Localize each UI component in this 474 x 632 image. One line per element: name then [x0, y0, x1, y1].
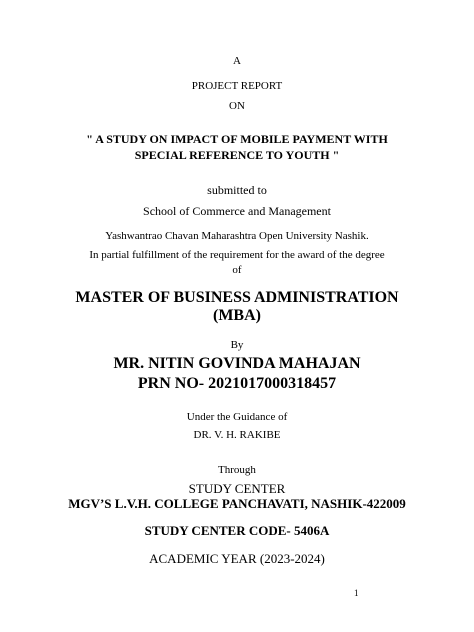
- degree-name: MASTER OF BUSINESS ADMINISTRATION: [75, 289, 399, 306]
- college-name: MGV’S L.V.H. COLLEGE PANCHAVATI, NASHIK-422009: [68, 496, 406, 511]
- school-name: School of Commerce and Management: [143, 204, 331, 218]
- guidance-label: Under the Guidance of: [186, 411, 288, 423]
- student-name: MR. NITIN GOVINDA MAHAJAN: [113, 355, 361, 372]
- fulfillment-statement: In partial fulfillment of the requirement for the award of the degree: [89, 249, 385, 261]
- page-number: 1: [354, 588, 359, 598]
- heading-a: A: [233, 55, 241, 67]
- guide-name: DR. V. H. RAKIBE: [193, 429, 281, 441]
- heading-project-report: PROJECT REPORT: [191, 80, 283, 92]
- report-title-line-2: SPECIAL REFERENCE TO YOUTH ": [134, 148, 340, 162]
- submitted-to: submitted to: [207, 183, 267, 197]
- study-center-label: STUDY CENTER: [188, 481, 286, 496]
- fulfillment-of: of: [232, 264, 242, 276]
- heading-on: ON: [229, 100, 245, 112]
- academic-year: ACADEMIC YEAR (2023-2024): [149, 551, 325, 566]
- by-label: By: [230, 339, 244, 351]
- degree-abbreviation: (MBA): [213, 307, 261, 324]
- report-title-line-1: " A STUDY ON IMPACT OF MOBILE PAYMENT WITH: [86, 132, 388, 146]
- university-name: Yashwantrao Chavan Maharashtra Open University Nashik.: [105, 230, 369, 242]
- student-prn: PRN NO- 2021017000318457: [137, 375, 337, 392]
- study-center-code: STUDY CENTER CODE- 5406A: [144, 523, 330, 538]
- through-label: Through: [218, 464, 256, 476]
